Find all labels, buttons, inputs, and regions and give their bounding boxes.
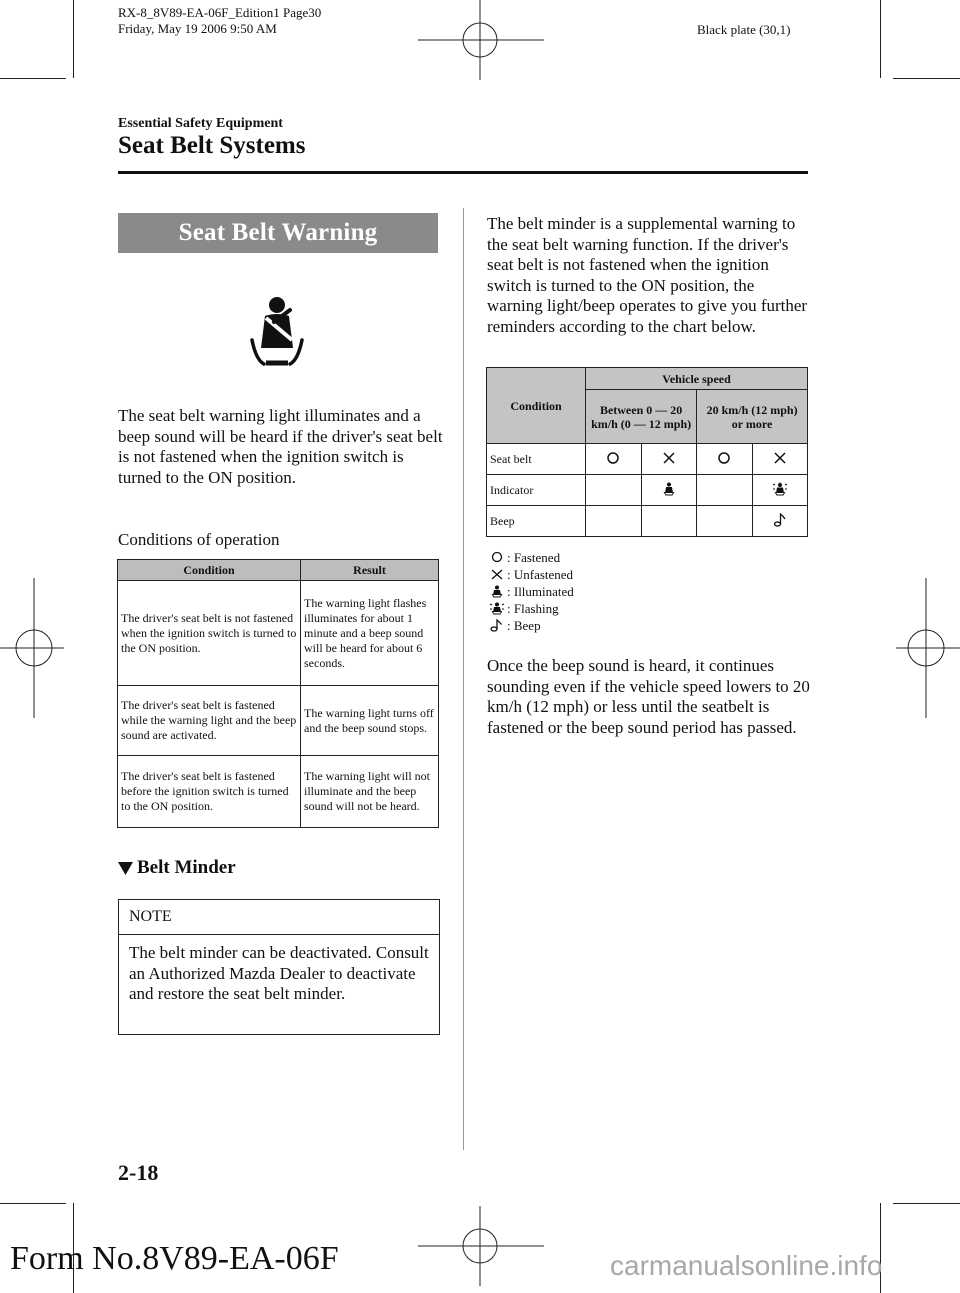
triangle-marker-icon [118,861,133,875]
table-row [487,444,808,475]
table-row [118,756,439,828]
beep-icon [773,513,787,527]
crop-mark [880,0,881,78]
result-cell: The warning light will not illuminate and the beep sound will not be heard. [301,756,439,828]
print-header-date: Friday, May 19 2006 9:50 AM [118,21,277,36]
column-divider [463,208,464,1150]
cell-unfastened [752,444,807,475]
beep-icon [489,619,505,632]
page-number: 2-18 [118,1160,159,1185]
section-label: Essential Safety Equipment [118,116,283,131]
row-label: Seat belt [487,444,586,475]
legend-item [489,583,574,600]
page-title: Seat Belt Systems [118,132,306,159]
belt-minder-paragraph: The belt minder is a supplemental warning to the seat belt warning function. If the driver's seat belt is not fastened when the ignition switch is turned to the ON position, the warning light/beep operates to give you further reminders according to the chart below. [487,214,808,336]
cell-fastened [697,444,752,475]
legend-label: : Beep [507,618,541,633]
title-rule [118,171,808,174]
table-header-condition: Condition [487,368,586,444]
crop-mark [0,1203,66,1204]
cell-empty [697,506,752,537]
unfastened-icon [773,451,787,465]
legend-item [489,549,574,566]
cell-empty [641,506,697,537]
registration-mark-top [418,0,544,80]
note-text: The belt minder can be deactivated. Consult an Authorized Mazda Dealer to deactivate and restore the seat belt minder. [129,943,429,1003]
print-header-plate: Black plate (30,1) [697,22,791,37]
crop-mark [893,78,960,79]
result-cell: The warning light turns off and the beep sound stops. [301,686,439,756]
warning-light-banner: Seat Belt Warning Light/Beep [118,213,438,253]
legend-label: : Illuminated [507,584,574,599]
row-label: Beep [487,506,586,537]
seat-belt-warning-icon [244,296,310,368]
legend-item [489,617,574,634]
symbol-legend [489,549,574,634]
note-divider [119,934,439,935]
legend-label: : Flashing [507,601,559,616]
table-row [118,686,439,756]
belt-minder-heading [118,857,236,879]
legend-label: : Fastened [507,550,561,565]
conditions-heading: Conditions of operation [118,530,280,549]
legend-item [489,600,574,617]
registration-mark-right [896,578,960,718]
print-header-file: RX-8_8V89-EA-06F_Edition1 Page30 [118,5,322,20]
cell-unfastened [641,444,697,475]
cell-empty [586,475,642,506]
legend-item [489,566,574,583]
condition-cell: The driver's seat belt is not fastened when the ignition switch is turned to the ON position. [118,581,301,686]
fastened-icon [489,551,505,564]
illuminated-icon [663,482,675,496]
row-label: Indicator [487,475,586,506]
watermark: carmanualsonline.info [610,1250,883,1281]
illuminated-icon [489,585,505,598]
cell-illuminated [641,475,697,506]
fastened-icon [717,451,731,465]
closing-paragraph: Once the beep sound is heard, it continues sounding even if the vehicle speed lowers to 20 km/h (12 mph) or less until the seatbelt is fastened or the beep sound period has passed. [487,656,810,737]
table-row [487,506,808,537]
registration-mark-bottom [418,1206,544,1286]
flashing-icon [772,482,788,496]
cell-empty [697,475,752,506]
table-row [487,475,808,506]
fastened-icon [606,451,620,465]
table-header-vehicle-speed: Vehicle speed [586,368,808,390]
cell-empty [586,506,642,537]
belt-minder-heading-text: Belt Minder [137,857,236,878]
result-cell: The warning light flashes illuminates for about 1 minute and a beep sound will be heard for about 6 seconds. [301,581,439,686]
legend-label: : Unfastened [507,567,574,582]
condition-cell: The driver's seat belt is fastened while the warning light and the beep sound are activated. [118,686,301,756]
belt-minder-table [486,367,808,537]
table-header-speed-low: Between 0 — 20 km/h (0 — 12 mph) [586,390,697,444]
registration-mark-left [0,578,64,718]
unfastened-icon [489,568,505,581]
cell-flashing [752,475,807,506]
conditions-header-condition: Condition [118,560,301,581]
cell-fastened [586,444,642,475]
flashing-icon [489,602,505,615]
crop-mark [893,1203,960,1204]
table-header-speed-high: 20 km/h (12 mph) or more [697,390,808,444]
crop-mark [0,78,66,79]
note-title: NOTE [129,908,172,925]
note-box [118,899,440,1035]
condition-cell: The driver's seat belt is fastened before the ignition switch is turned to the ON position. [118,756,301,828]
conditions-header-result: Result [301,560,439,581]
intro-paragraph: The seat belt warning light illuminates and a beep sound will be heard if the driver's seat belt is not fastened when the ignition switch is turned to the ON position. [118,406,443,487]
table-row [118,581,439,686]
cell-beep [752,506,807,537]
unfastened-icon [662,451,676,465]
crop-mark [73,0,74,78]
conditions-table [117,559,439,828]
form-number: Form No.8V89-EA-06F [10,1240,339,1277]
